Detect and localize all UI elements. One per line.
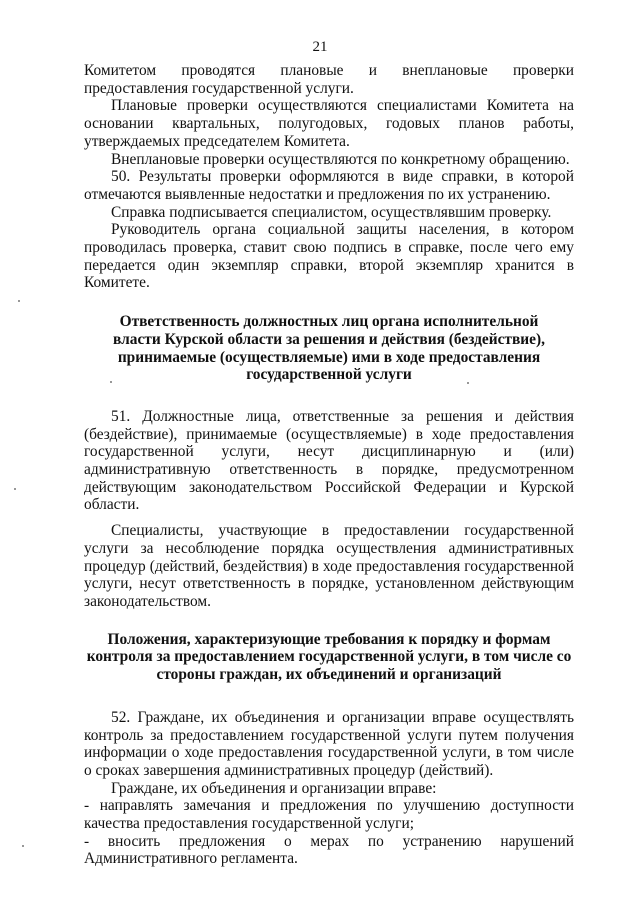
paragraph: Специалисты, участвующие в предоставлении государственной услуги за несоблюдение порядка осуществления административных процедур (действий, бездействия) в ходе предоставления государственной услуги, несут ответственность в порядке, установленном действующим законодательством.	[84, 522, 574, 610]
paragraph: Справка подписывается специалистом, осуществлявшим проверку.	[111, 203, 552, 221]
section-heading: Ответственность должностных лиц органа исполнительной власти Курской области за решения и действия (бездействие), принимаемые (осуществляемые) ими в ходе предоставления государственной услуги	[113, 313, 545, 384]
list-item: - направлять замечания и предложения по улучшению доступности качества предоставления государственной услуги;	[84, 797, 574, 833]
paragraph: 50. Результаты проверки оформляются в виде справки, в которой отмечаются выявленные недостатки и предложения по их устранению.	[84, 168, 574, 203]
document-body	[84, 62, 574, 868]
paragraph: Плановые проверки осуществляются специалистами Комитета на основании квартальных, полугодовых, годовых планов работы, утверждаемых председателем Комитета.	[84, 97, 574, 150]
paragraph: Комитетом проводятся плановые и внеплановые проверки предоставления государственной услуги.	[84, 62, 574, 97]
list-item: - вносить предложения о мерах по устранению нарушений Административного регламента.	[84, 832, 574, 868]
paragraph: Руководитель органа социальной защиты населения, в котором проводилась проверка, ставит свою подпись в справке, после чего ему передается один экземпляр справки, второй экземпляр хранится в Комитете.	[84, 221, 574, 292]
paragraph: 52. Граждане, их объединения и организации вправе осуществлять контроль за предоставлением государственной услуги путем получения информации о ходе предоставления государственной услуги, в том числе о сроках завершения административных процедур (действий).	[84, 708, 574, 779]
scan-speck	[22, 845, 24, 847]
section-heading: Положения, характеризующие требования к порядку и формам контроля за предоставлением государственной услуги, в том числе со стороны граждан, их объединений и организаций	[86, 630, 572, 684]
scan-speck	[110, 381, 112, 383]
paragraph: 51. Должностные лица, ответственные за решения и действия (бездействие), принимаемые (осуществляемые) в ходе предоставления государственной услуги, несут дисциплинарную и (или) административную ответственность в порядке, предусмотренном действующим законодательством Российской Федерации и Курской области.	[84, 407, 574, 514]
page-number: 21	[312, 39, 328, 55]
scan-speck	[18, 300, 20, 302]
scan-speck	[14, 488, 16, 490]
paragraph: Внеплановые проверки осуществляются по конкретному обращению.	[111, 150, 570, 168]
paragraph: Граждане, их объединения и организации вправе:	[111, 779, 437, 797]
scan-speck	[467, 382, 469, 384]
